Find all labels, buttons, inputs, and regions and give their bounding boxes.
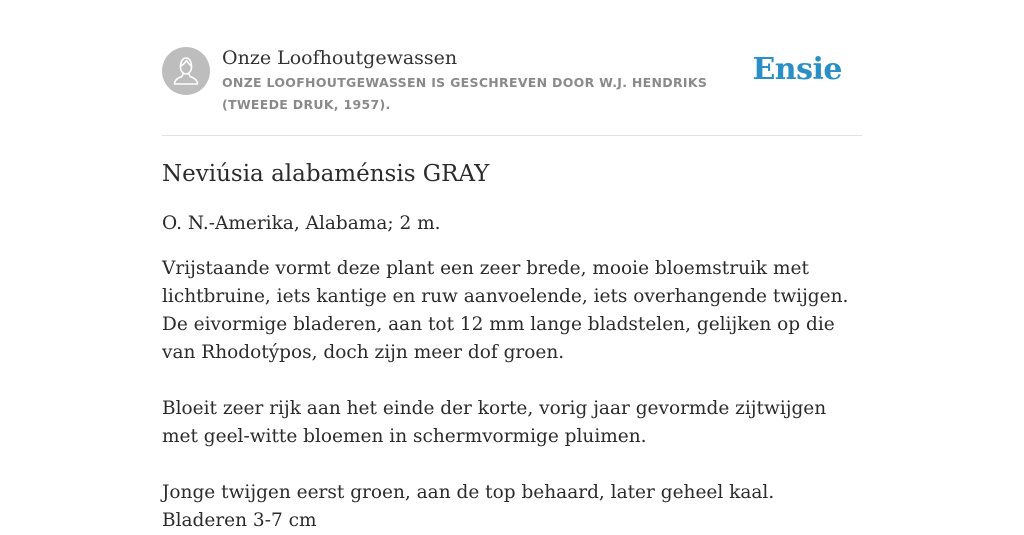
header-divider: [162, 135, 862, 136]
article-paragraph: Jonge twijgen eerst groen, aan de top behaard, later geheel kaal. Bladeren 3-7 cm: [162, 482, 775, 531]
publication-title[interactable]: Onze Loofhoutgewassen: [222, 47, 458, 69]
ensie-logo[interactable]: Ensie: [752, 52, 842, 87]
user-silhouette-icon[interactable]: [162, 47, 210, 95]
article-paragraph: Vrijstaande vormt deze plant een zeer brede, mooie bloemstruik met lichtbruine, iets kantige en ruw aanvoelende, iets overhangende twijgen. De eivormige bladeren, aan tot 12 mm lange bladstelen, gelijken op die van Rhodotýpos, doch zijn meer dof groen.: [162, 258, 849, 363]
article-title: Neviúsia alabaménsis GRAY: [162, 161, 490, 187]
article-subtitle: O. N.-Amerika, Alabama; 2 m.: [162, 213, 441, 234]
article: [162, 158, 862, 535]
publication-description: ONZE LOOFHOUTGEWASSEN IS GESCHREVEN DOOR W.J. HENDRIKS (TWEEDE DRUK, 1957).: [222, 75, 708, 112]
article-paragraph: Bloeit zeer rijk aan het einde der korte, vorig jaar gevormde zijtwijgen met geel-witte bloemen in schermvormige pluimen.: [162, 398, 827, 447]
